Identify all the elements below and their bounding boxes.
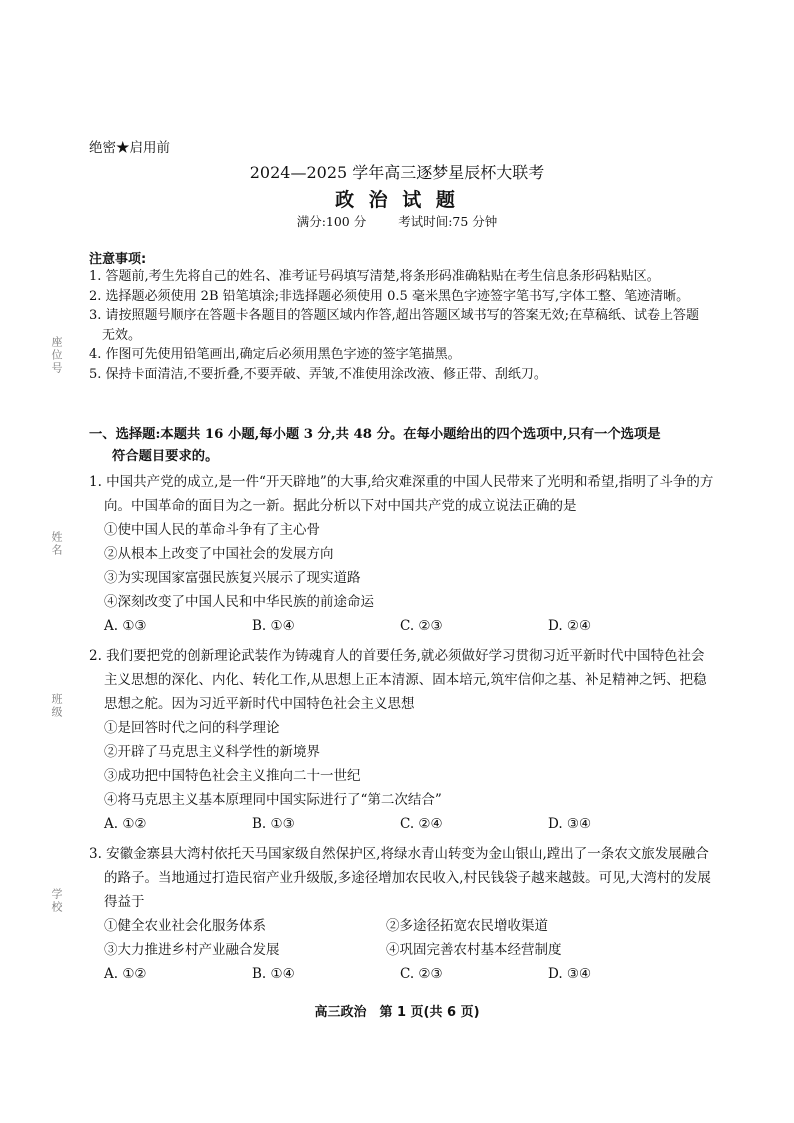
confidential-label: 绝密★启用前 (89, 140, 170, 156)
answer-choices (104, 614, 714, 638)
question-item: ①使中国人民的革命斗争有了主心骨 (104, 522, 320, 538)
full-score: 满分:100 分 (296, 214, 367, 229)
page-footer: 高三政治 第 1 页(共 6 页) (314, 1005, 480, 1020)
choice-a: A. ①③ (104, 618, 147, 634)
question-item: ①是回答时代之问的科学理论 (104, 720, 280, 736)
choice-b: B. ①④ (252, 618, 295, 634)
choice-a: A. ①② (104, 816, 147, 832)
choice-c: C. ②③ (400, 618, 443, 634)
question-stem: 3. 安徽金寨县大湾村依托天马国家级自然保护区,将绿水青山转变为金山银山,蹚出了一条农文旅发展融合的路子。当地通过打造民宿产业升级版,多途径增加农民收入,村民钱袋子越来越鼓。可见,大湾村的发展得益于 (89, 846, 711, 910)
notes-heading: 注意事项: (89, 252, 147, 267)
exam-title: 2024—2025 学年高三逐梦星辰杯大联考 (249, 163, 545, 182)
question-items-row (104, 938, 714, 962)
question-item: ②开辟了马克思主义科学性的新境界 (104, 744, 320, 760)
subject-title: 政 治 试 题 (335, 189, 459, 211)
answer-choices (104, 812, 714, 836)
question-item: ④深刻改变了中国人民和中华民族的前途命运 (104, 594, 374, 610)
note-item: 2. 选择题必须使用 2B 铅笔填涂;非选择题必须使用 0.5 毫米黑色字迹签字笔书写,字体工整、笔迹清晰。 (89, 288, 690, 304)
note-item: 1. 答题前,考生先将自己的姓名、准考证号码填写清楚,将条形码准确粘贴在考生信息条形码粘贴区。 (89, 269, 660, 284)
choice-b: B. ①④ (252, 966, 295, 982)
side-label-name: 姓名 (50, 531, 63, 557)
question-stem: 2. 我们要把党的创新理论武装作为铸魂育人的首要任务,就必须做好学习贯彻习近平新时代中国特色社会主义思想的深化、内化、转化工作,从思想上正本清源、固本培元,筑牢信仰之基、补足精神之钙、把稳思想之舵。因为习近平新时代中国特色社会主义思想 (89, 648, 707, 712)
note-item: 4. 作图可先使用铅笔画出,确定后必须用黑色字迹的签字笔描黑。 (89, 347, 461, 362)
question-item: ③成功把中国特色社会主义推向二十一世纪 (104, 768, 361, 784)
side-label-class: 班级 (50, 693, 63, 719)
question-item: ③为实现国家富强民族复兴展示了现实道路 (104, 570, 361, 586)
section-heading (89, 424, 714, 468)
question-item: ④巩固完善农村基本经营制度 (386, 942, 562, 958)
section-line-2: 符合题目要求的。 (112, 449, 219, 464)
question-stem: 1. 中国共产党的成立,是一件“开天辟地”的大事,给灾难深重的中国人民带来了光明和希望,指明了斗争的方向。中国革命的面目为之一新。据此分析以下对中国共产党的成立说法正确的是 (89, 474, 714, 514)
question-3 (89, 842, 714, 986)
note-item: 5. 保持卡面清洁,不要折叠,不要弄破、弄皱,不准使用涂改液、修正带、刮纸刀。 (89, 366, 547, 382)
choice-d: D. ②④ (548, 618, 592, 634)
question-item: ②从根本上改变了中国社会的发展方向 (104, 546, 334, 562)
choice-c: C. ②④ (400, 816, 443, 832)
exam-time: 考试时间:75 分钟 (398, 214, 498, 229)
question-1 (89, 470, 714, 638)
question-2 (89, 644, 714, 836)
question-item: ①健全农业社会化服务体系 (104, 918, 266, 934)
side-label-school: 学校 (50, 888, 63, 914)
question-item: ③大力推进乡村产业融合发展 (104, 942, 280, 958)
side-label-seat: 座位号 (50, 336, 63, 375)
choice-d: D. ③④ (548, 966, 592, 982)
exam-meta (0, 212, 794, 230)
question-items-row (104, 914, 714, 938)
choice-c: C. ②③ (400, 966, 443, 982)
question-item: ④将马克思主义基本原理同中国实际进行了“第二次结合” (104, 792, 442, 808)
answer-choices (104, 962, 714, 986)
choice-d: D. ③④ (548, 816, 592, 832)
note-item: 3. 请按照题号顺序在答题卡各题目的答题区域内作答,超出答题区域书写的答案无效;在草稿纸、试卷上答题无效。 (89, 308, 700, 343)
notes-list (89, 267, 709, 384)
section-line-1: 一、选择题:本题共 16 小题,每小题 3 分,共 48 分。在每小题给出的四个选项中,只有一个选项是 (89, 427, 661, 442)
choice-b: B. ①③ (252, 816, 295, 832)
choice-a: A. ①② (104, 966, 147, 982)
question-item: ②多途径拓宽农民增收渠道 (386, 918, 548, 934)
